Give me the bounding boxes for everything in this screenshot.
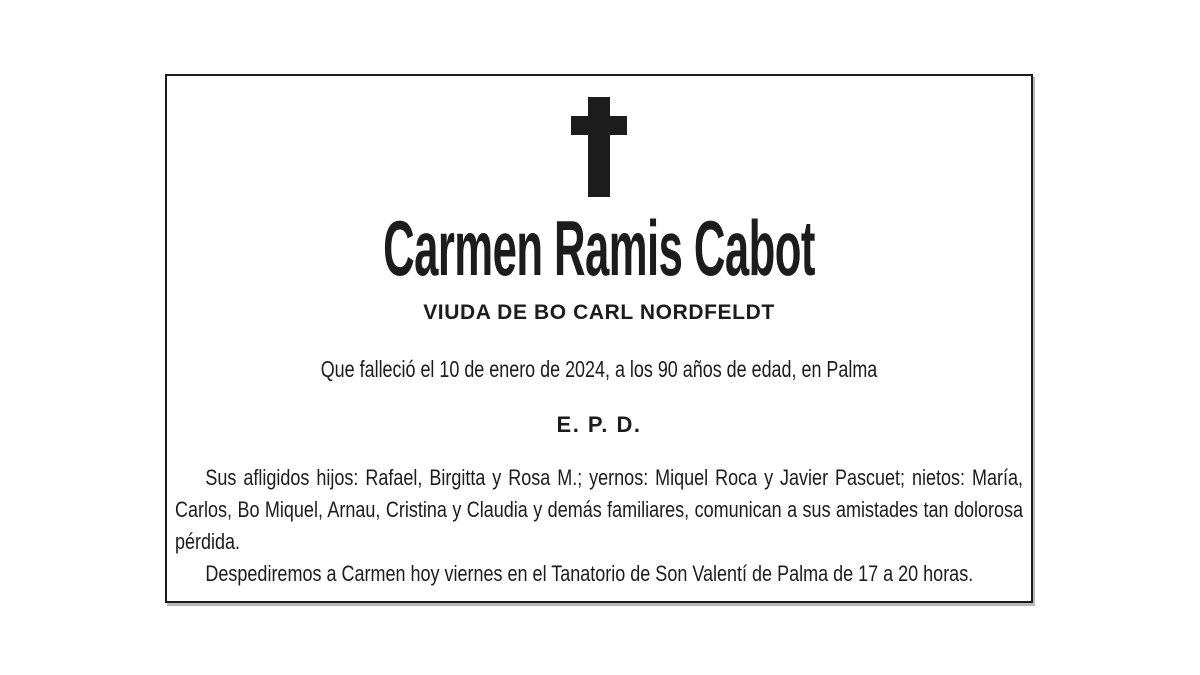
death-announcement-line: Que falleció el 10 de enero de 2024, a los 90 años de edad, en Palma: [320, 356, 878, 383]
epd-line: E. P. D.: [556, 412, 642, 438]
farewell-paragraph: Despediremos a Carmen hoy viernes en el Tanatorio de Son Valentí de Palma de 17 a 20 horas.: [205, 561, 974, 587]
deceased-name: Carmen Ramis Cabot: [383, 204, 815, 292]
family-paragraph: Sus afligidos hijos: Rafael, Birgitta y Rosa M.; yernos: Miquel Roca y Javier Pascuet; nietos: María, Carlos, Bo Miquel, Arnau, Cristina y Claudia y demás familiares, comunican a sus amistades tan dolorosa pérdida.: [175, 465, 1023, 555]
relationship-line: VIUDA DE BO CARL NORDFELDT: [423, 301, 775, 325]
cross-horizontal-bar: [571, 116, 627, 135]
latin-cross-icon: [571, 97, 627, 197]
obituary-card: [165, 74, 1033, 603]
notice-body: [175, 462, 1023, 590]
cross-vertical-bar: [588, 97, 610, 197]
